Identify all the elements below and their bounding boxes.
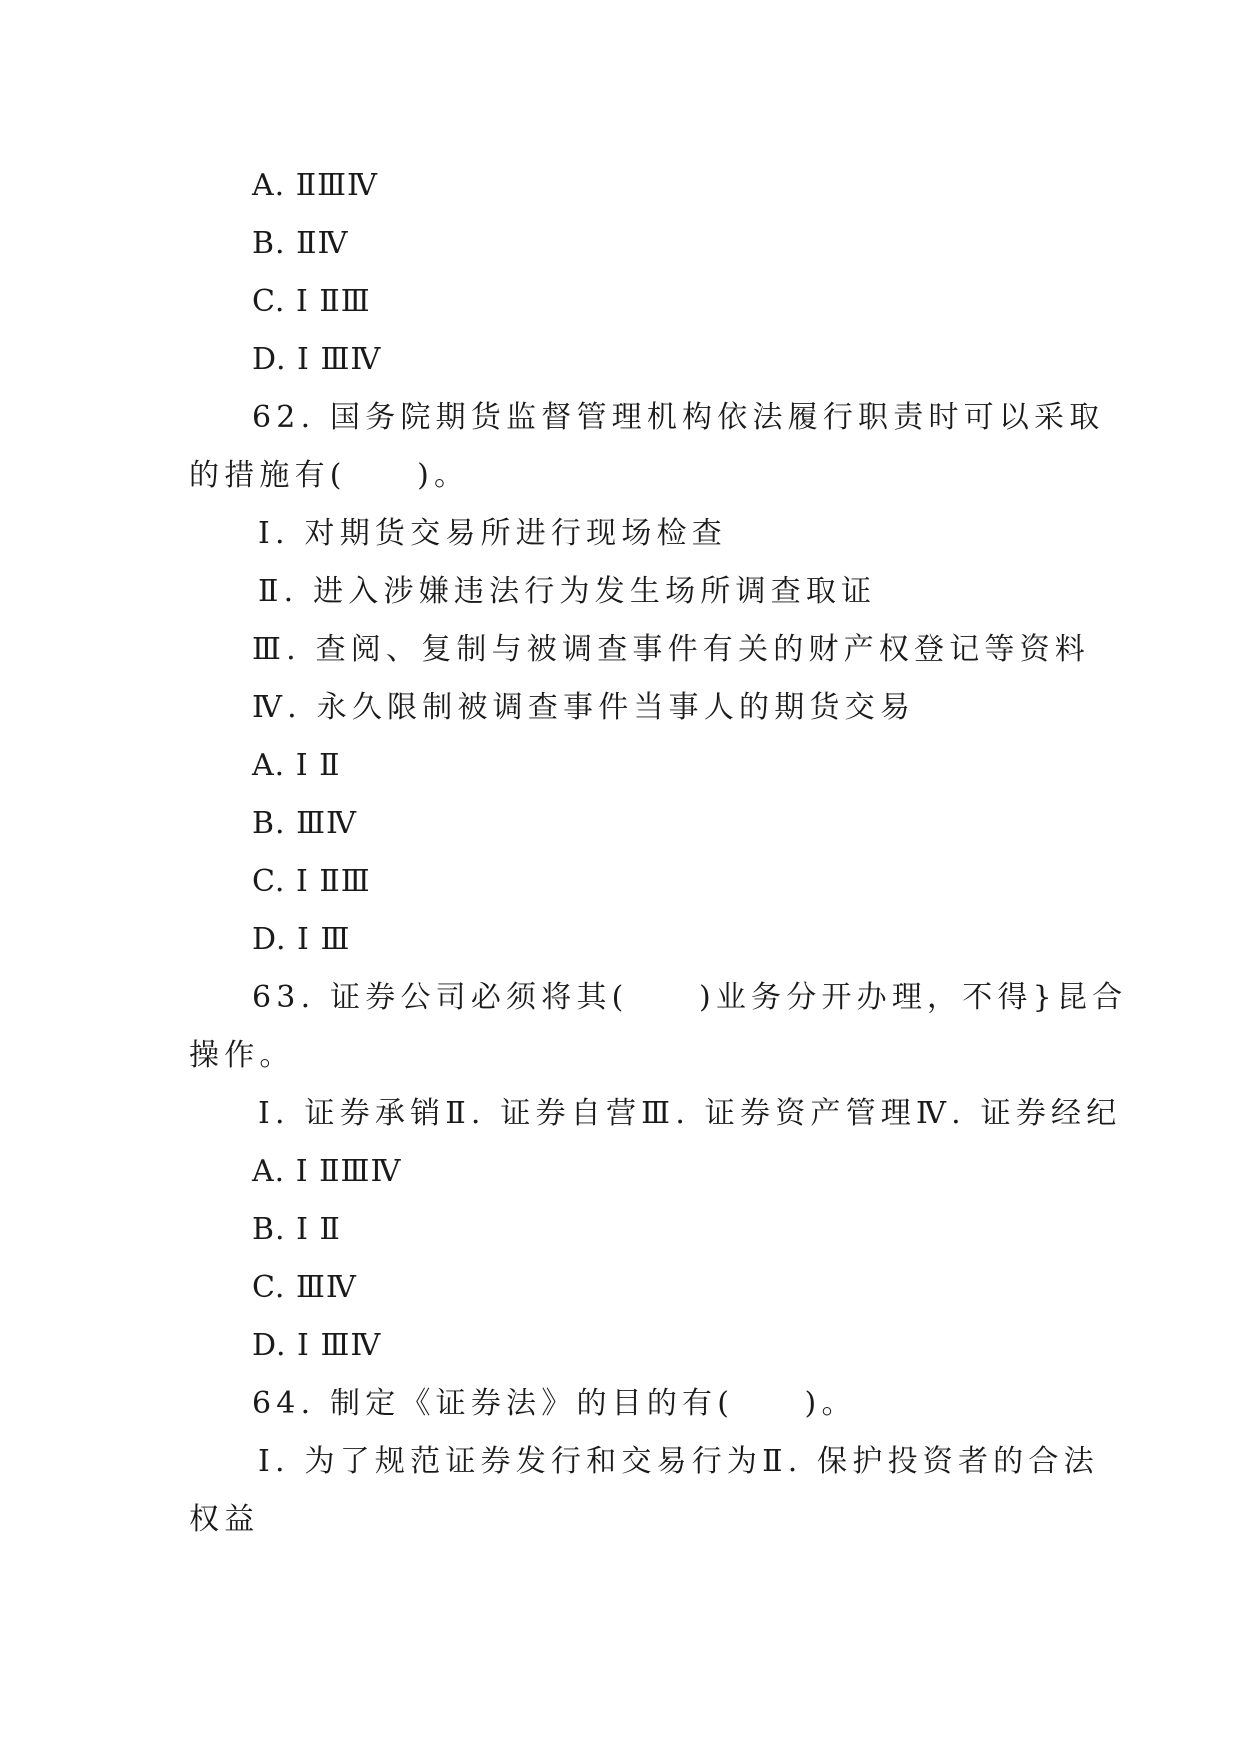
q61-option-b: B. ⅡⅣ [252, 226, 349, 261]
q63-option-a: A. Ⅰ ⅡⅢⅣ [252, 1154, 402, 1189]
q62-stem-line-1: 62. 国务院期货监督管理机构依法履行职责时可以采取 [252, 400, 1105, 435]
q62-stem-line-2: 的措施有( )。 [189, 458, 470, 493]
q62-option-a: A. Ⅰ Ⅱ [252, 748, 341, 783]
q62-item-1: Ⅰ. 对期货交易所进行现场检查 [258, 516, 727, 551]
q63-option-d: D. Ⅰ ⅢⅣ [252, 1328, 382, 1363]
q62-item-3: Ⅲ. 查阅、复制与被调查事件有关的财产权登记等资料 [252, 632, 1091, 667]
q63-stem-line-2: 操作。 [189, 1038, 295, 1073]
q61-option-c: C. Ⅰ ⅡⅢ [252, 284, 371, 319]
q62-item-4: Ⅳ. 永久限制被调查事件当事人的期货交易 [252, 690, 916, 725]
q63-stem-line-1: 63. 证券公司必须将其( )业务分开办理，不得}昆合 [252, 980, 1128, 1015]
q63-items: Ⅰ. 证券承销Ⅱ. 证券自营Ⅲ. 证券资产管理Ⅳ. 证券经纪 [258, 1096, 1122, 1131]
q63-option-c: C. ⅢⅣ [252, 1270, 357, 1305]
q64-items-line-1: Ⅰ. 为了规范证券发行和交易行为Ⅱ. 保护投资者的合法 [258, 1444, 1099, 1479]
q61-option-d: D. Ⅰ ⅢⅣ [252, 342, 382, 377]
q63-option-b: B. Ⅰ Ⅱ [252, 1212, 341, 1247]
q64-items-line-2: 权益 [189, 1502, 260, 1537]
q62-option-d: D. Ⅰ Ⅲ [252, 922, 351, 957]
q62-item-2: Ⅱ. 进入涉嫌违法行为发生场所调查取证 [258, 574, 877, 609]
q62-option-c: C. Ⅰ ⅡⅢ [252, 864, 371, 899]
q61-option-a: A. ⅡⅢⅣ [252, 168, 379, 203]
q64-stem: 64. 制定《证券法》的目的有( )。 [252, 1386, 857, 1421]
q62-option-b: B. ⅢⅣ [252, 806, 358, 841]
